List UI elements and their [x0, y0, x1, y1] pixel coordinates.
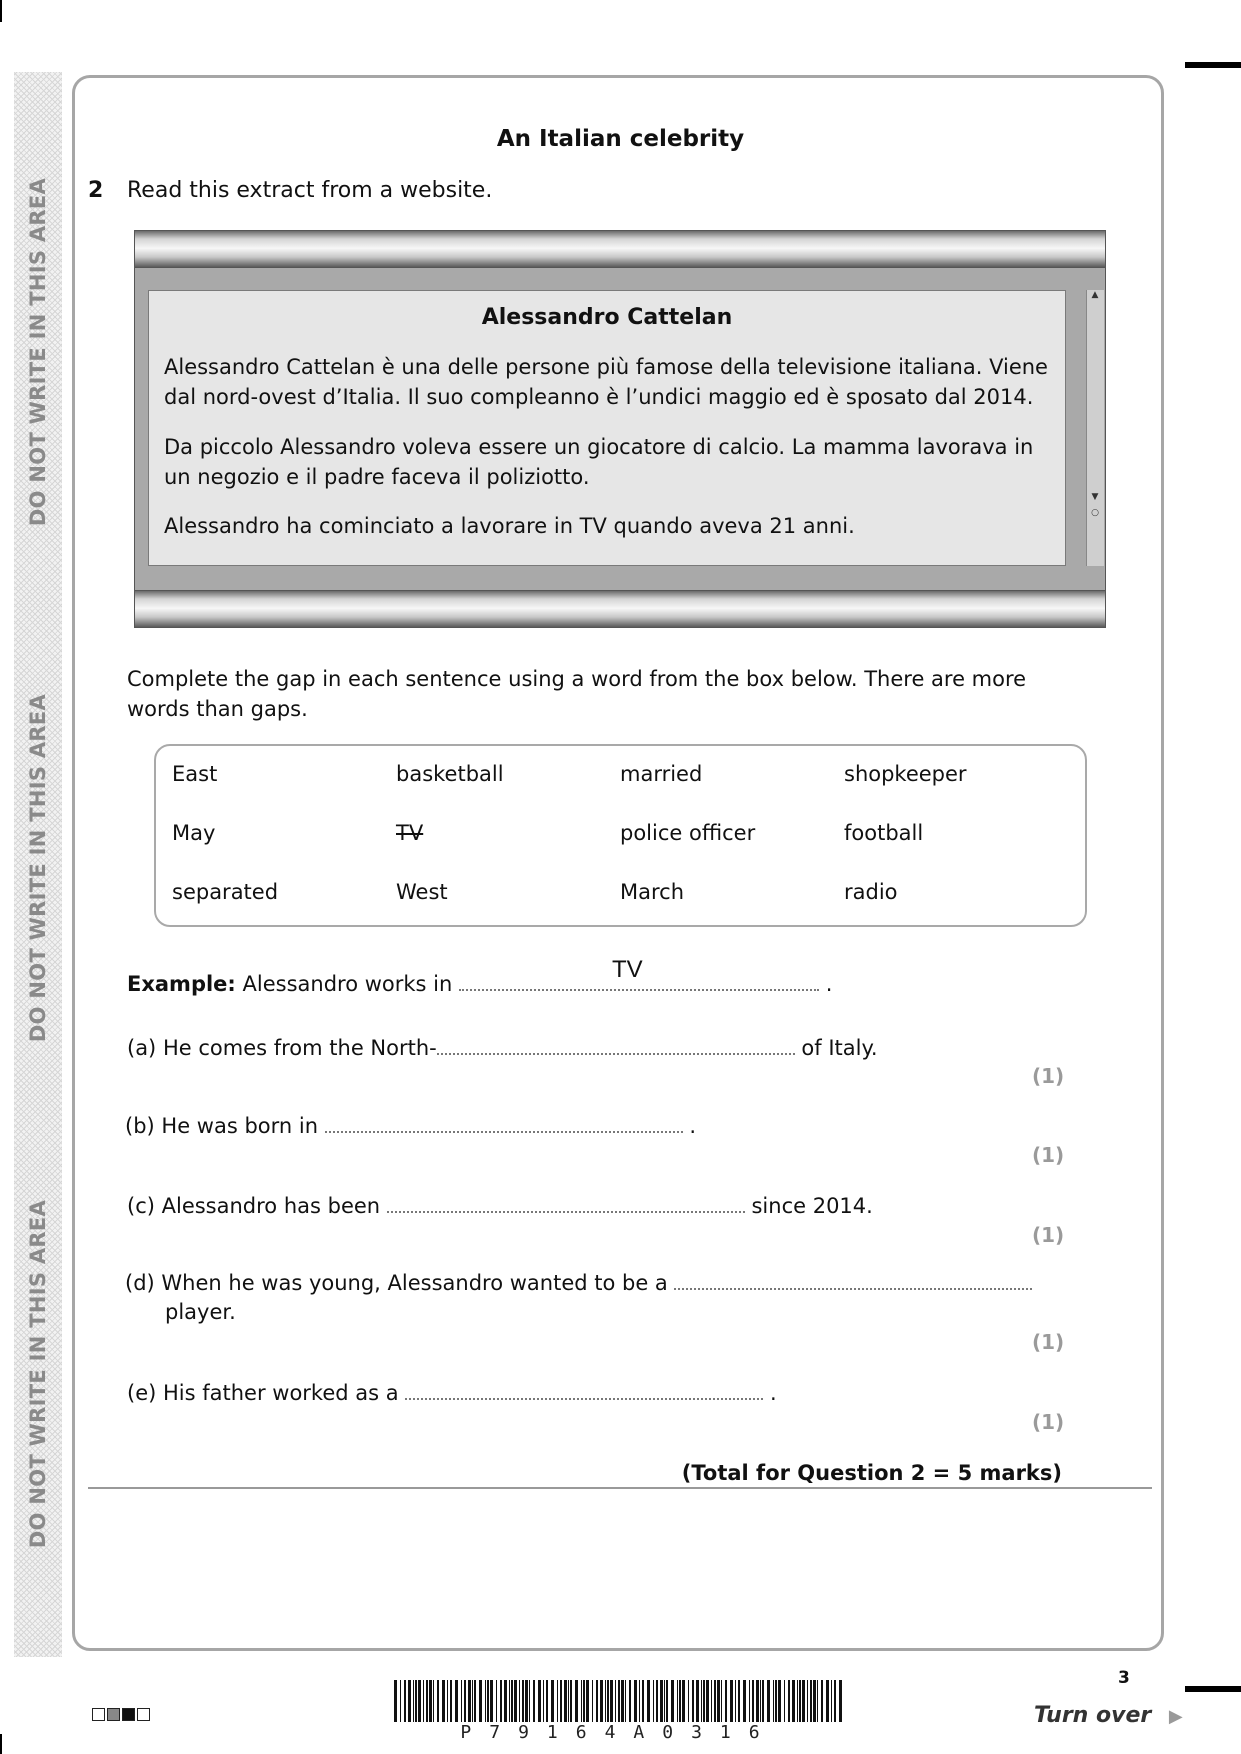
barcode-bar [472, 1680, 473, 1722]
item-e-mark: (1) [1032, 1410, 1065, 1434]
crop-mark-right-top [1185, 62, 1241, 68]
example-text: Alessandro works in [242, 972, 453, 996]
barcode-bar [496, 1680, 497, 1722]
barcode-bar [839, 1680, 842, 1722]
barcode-bar [813, 1680, 816, 1722]
barcode-bar [664, 1680, 665, 1722]
barcode-bar [703, 1680, 705, 1722]
item-e-line [127, 1380, 777, 1405]
barcode-bar [618, 1680, 620, 1722]
item-d-line [125, 1270, 1032, 1295]
barcode-bar [461, 1680, 462, 1722]
example-end: . [825, 972, 833, 996]
barcode-bar [807, 1680, 808, 1722]
barcode-bar [570, 1680, 572, 1722]
item-d-after: player. [165, 1300, 236, 1324]
barcode-bar [607, 1680, 609, 1722]
example-answer: TV [612, 956, 643, 983]
margin-warning-3: DO NOT WRITE IN THIS AREA [26, 1199, 50, 1549]
barcode-bar [775, 1680, 777, 1722]
word-radio: radio [844, 880, 898, 904]
barcode-bar [677, 1680, 678, 1722]
barcode-bar [701, 1680, 702, 1722]
barcode-bar [600, 1680, 603, 1722]
word-west: West [396, 880, 448, 904]
word-east: East [172, 762, 218, 786]
item-d-before: When he was young, Alessandro wanted to be a [161, 1271, 668, 1295]
barcode-bar [474, 1680, 476, 1722]
barcode-bar [511, 1680, 513, 1722]
barcode-bar [504, 1680, 507, 1722]
item-a-before: He comes from the North- [162, 1036, 437, 1060]
barcode-bar [543, 1680, 544, 1722]
item-a-letter: (a) [127, 1036, 157, 1060]
extract-paragraph-2: Da piccolo Alessandro voleva essere un giocatore di calcio. La mamma lavorava in un negozio e il padre faceva il poliziotto. [164, 435, 1034, 489]
barcode-bar [666, 1680, 668, 1722]
barcode-bar [725, 1680, 727, 1722]
item-e-after: . [770, 1381, 777, 1405]
barcode-bar [442, 1680, 445, 1722]
barcode-bar [682, 1680, 685, 1722]
barcode-bar [762, 1680, 764, 1722]
footer-squares [92, 1706, 152, 1725]
barcode-bar [546, 1680, 548, 1722]
barcode-bar [433, 1680, 434, 1722]
barcode-bar [721, 1680, 722, 1722]
barcode-bar [834, 1680, 836, 1722]
page-title: An Italian celebrity [496, 126, 745, 152]
barcode-bar [500, 1680, 502, 1722]
turn-over-text: Turn over [1034, 1703, 1152, 1728]
item-d-letter: (d) [125, 1271, 155, 1295]
margin-warning-1: DO NOT WRITE IN THIS AREA [26, 177, 50, 527]
barcode-bar [738, 1680, 740, 1722]
square-black-icon [122, 1708, 135, 1721]
extract-paragraph-1: Alessandro Cattelan è una delle persone più famose della televisione italiana. Viene dal nord-ovest d’Italia. Il suo compleanno è l’undici maggio ed è sposato dal 2014. [164, 355, 1048, 409]
barcode-bar [797, 1680, 798, 1722]
barcode-bar [596, 1680, 598, 1722]
turn-over-label [1034, 1703, 1183, 1728]
extract-heading: Alessandro Cattelan [481, 305, 733, 330]
barcode-bar [749, 1680, 750, 1722]
word-football: football [844, 821, 924, 845]
item-a-line [127, 1035, 878, 1060]
barcode-bar [464, 1680, 466, 1722]
item-c-mark: (1) [1032, 1223, 1065, 1247]
crop-mark-right-bottom [1185, 1686, 1241, 1692]
item-c-letter: (c) [127, 1194, 155, 1218]
play-arrow-icon: ▶ [1168, 1706, 1183, 1727]
barcode-bar [413, 1680, 414, 1722]
barcode-bar [581, 1680, 582, 1722]
barcode-bar [717, 1680, 720, 1722]
barcode-bar [529, 1680, 530, 1722]
barcode-bar [404, 1680, 406, 1722]
barcode-bar [455, 1680, 458, 1722]
barcode-bar [568, 1680, 569, 1722]
barcode-bar [533, 1680, 535, 1722]
barcode-bar [418, 1680, 421, 1722]
barcode-bar [634, 1680, 637, 1722]
barcode-bar [408, 1680, 411, 1722]
barcode-bar [773, 1680, 774, 1722]
barcode-bar [615, 1680, 616, 1722]
barcode-bar [519, 1680, 520, 1722]
page-number: 3 [1118, 1668, 1130, 1688]
barcode-bar [509, 1680, 510, 1722]
barcode-bar [642, 1680, 644, 1722]
barcode-bar [514, 1680, 517, 1722]
barcode-bar [671, 1680, 674, 1722]
barcode-bar [485, 1680, 486, 1722]
barcode-bar [752, 1680, 754, 1722]
barcode-bar [802, 1680, 805, 1722]
scroll-up-arrow-icon[interactable]: ▲ [1091, 290, 1099, 300]
item-e-letter: (e) [127, 1381, 157, 1405]
barcode-bar [730, 1680, 733, 1722]
item-a-after: of Italy. [801, 1036, 878, 1060]
word-police-officer: police officer [620, 821, 756, 845]
item-b-mark: (1) [1032, 1143, 1065, 1167]
barcode-bar [551, 1680, 554, 1722]
item-b-before: He was born in [161, 1114, 319, 1138]
crop-mark-bottom-left [0, 1734, 2, 1754]
item-c-line [127, 1193, 873, 1218]
square-grey-icon [107, 1708, 120, 1721]
barcode-bar [660, 1680, 663, 1722]
word-may: May [172, 821, 216, 845]
item-c-before: Alessandro has been [161, 1194, 381, 1218]
barcode-bar [653, 1680, 654, 1722]
barcode-bar [639, 1680, 640, 1722]
barcode-bar [760, 1680, 761, 1722]
question-total: (Total for Question 2 = 5 marks) [681, 1461, 1062, 1485]
square-empty-icon [92, 1708, 105, 1721]
barcode-bar [696, 1680, 699, 1722]
barcode-bar [788, 1680, 790, 1722]
barcode-bar [799, 1680, 801, 1722]
barcode-bar [605, 1680, 606, 1722]
barcode-bar [394, 1680, 397, 1722]
barcode-bar [821, 1680, 823, 1722]
item-c-answer-gap[interactable] [387, 1193, 745, 1213]
website-top-bar [134, 230, 1106, 268]
task-instruction: Complete the gap in each sentence using a word from the box below. There are more words than gaps. [127, 667, 1027, 721]
word-tv-crossed-out: TV [396, 821, 424, 845]
barcode-bar [415, 1680, 417, 1722]
barcode-bar [450, 1680, 452, 1722]
barcode-bar [575, 1680, 578, 1722]
barcode-bar [706, 1680, 709, 1722]
item-b-letter: (b) [125, 1114, 155, 1138]
barcode-bar [447, 1680, 448, 1722]
barcode-bar [487, 1680, 489, 1722]
scrollbar[interactable] [1086, 290, 1104, 566]
barcode-bar [586, 1680, 589, 1722]
barcode-bar [625, 1680, 626, 1722]
barcode-bar [656, 1680, 658, 1722]
question-number: 2 [88, 178, 104, 203]
barcode-bar [583, 1680, 585, 1722]
barcode-bar [538, 1680, 541, 1722]
barcode-bar [688, 1680, 689, 1722]
barcode-bar [784, 1680, 785, 1722]
extract-paragraph-3: Alessandro ha cominciato a lavorare in TV quando aveva 21 anni. [164, 514, 855, 538]
website-bottom-bar [134, 590, 1106, 628]
item-c-after: since 2014. [751, 1194, 873, 1218]
scroll-down-arrow-icon[interactable]: ▼ [1091, 492, 1099, 502]
item-b-answer-gap[interactable] [325, 1113, 683, 1133]
barcode-bar [429, 1680, 432, 1722]
barcode-bar [714, 1680, 716, 1722]
scroll-zoom-icon[interactable]: ○ [1091, 508, 1099, 518]
barcode-bar [778, 1680, 781, 1722]
item-b-line [125, 1113, 696, 1138]
barcode-bar [490, 1680, 493, 1722]
barcode-bar [711, 1680, 712, 1722]
barcode-bar [647, 1680, 650, 1722]
barcode-bar [629, 1680, 631, 1722]
barcode [394, 1680, 844, 1722]
word-march: March [620, 880, 685, 904]
barcode-bar [468, 1680, 471, 1722]
barcode-bar [767, 1680, 770, 1722]
barcode-bar [679, 1680, 681, 1722]
example-label: Example: [127, 972, 236, 996]
barcode-bar [817, 1680, 818, 1722]
barcode-bar [592, 1680, 593, 1722]
item-a-mark: (1) [1032, 1064, 1065, 1088]
barcode-bar [831, 1680, 832, 1722]
item-e-before: His father worked as a [163, 1381, 399, 1405]
margin-warning-2: DO NOT WRITE IN THIS AREA [26, 693, 50, 1043]
barcode-bar [437, 1680, 439, 1722]
barcode-bar [756, 1680, 759, 1722]
word-shopkeeper: shopkeeper [844, 762, 967, 786]
barcode-bar [525, 1680, 528, 1722]
barcode-bar [564, 1680, 567, 1722]
word-married: married [620, 762, 703, 786]
barcode-bar [610, 1680, 613, 1722]
item-a-answer-gap[interactable] [437, 1035, 795, 1055]
barcode-bar [557, 1680, 558, 1722]
item-e-answer-gap[interactable] [405, 1380, 763, 1400]
barcode-number: P79164A0316 [460, 1722, 778, 1743]
word-basketball: basketball [396, 762, 504, 786]
item-b-after: . [689, 1114, 697, 1138]
barcode-bar [560, 1680, 562, 1722]
barcode-bar [423, 1680, 424, 1722]
barcode-bar [621, 1680, 624, 1722]
barcode-bar [522, 1680, 524, 1722]
question-instruction: Read this extract from a website. [127, 178, 493, 203]
barcode-bar [426, 1680, 428, 1722]
word-separated: separated [172, 880, 279, 904]
square-empty-icon [137, 1708, 150, 1721]
barcode-bar [826, 1680, 829, 1722]
barcode-bar [735, 1680, 736, 1722]
item-d-mark: (1) [1032, 1330, 1065, 1354]
crop-mark-top-left [0, 0, 2, 22]
barcode-bar [692, 1680, 694, 1722]
barcode-bar [743, 1680, 746, 1722]
example-line [127, 971, 832, 996]
barcode-bar [400, 1680, 401, 1722]
barcode-bar [479, 1680, 482, 1722]
barcode-bar [792, 1680, 795, 1722]
question-divider [88, 1487, 1152, 1489]
barcode-bar [810, 1680, 812, 1722]
item-d-answer-gap[interactable] [674, 1270, 1032, 1290]
